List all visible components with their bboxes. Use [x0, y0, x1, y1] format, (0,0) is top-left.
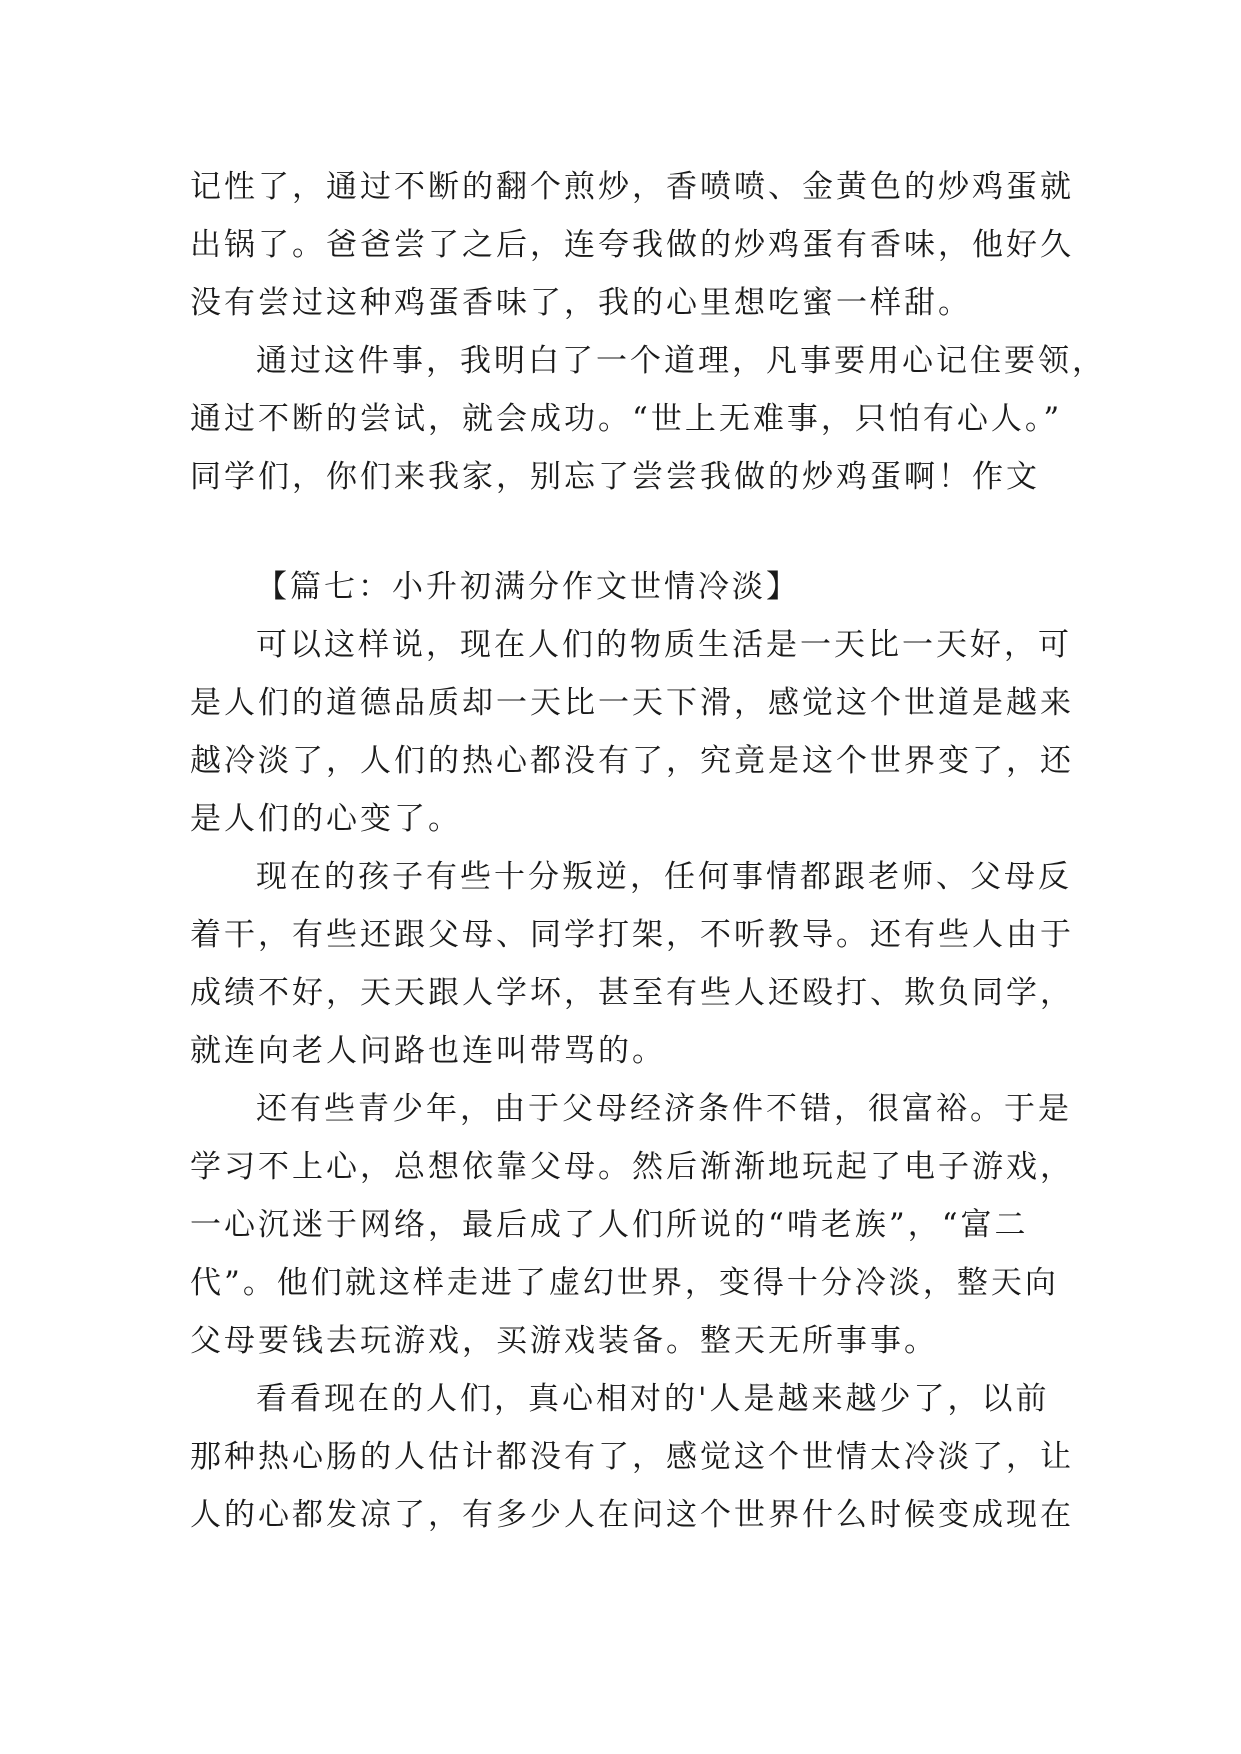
text-line: 通过这件事，我明白了一个道理，凡事要用心记住要领， [256, 343, 1106, 379]
text-line: 越冷淡了，人们的热心都没有了，究竟是这个世界变了，还 [190, 743, 1074, 779]
text-line: 通过不断的尝试，就会成功。“世上无难事，只怕有心人。” [190, 401, 1063, 437]
section-paragraph-4 [190, 1370, 1074, 1544]
section-paragraph-1 [190, 616, 1074, 848]
section-paragraph-3 [190, 1080, 1074, 1370]
section-paragraph-2 [190, 848, 1074, 1080]
paragraph-2 [190, 332, 1106, 506]
text-line: 人的心都发凉了，有多少人在问这个世界什么时候变成现在 [190, 1497, 1074, 1533]
paragraph-1 [190, 158, 1074, 332]
text-line: 是人们的道德品质却一天比一天下滑，感觉这个世道是越来 [190, 685, 1074, 721]
text-line: 看看现在的人们，真心相对的'人是越来越少了，以前 [256, 1381, 1050, 1417]
text-line: 父母要钱去玩游戏，买游戏装备。整天无所事事。 [190, 1323, 938, 1359]
text-line: 学习不上心，总想依靠父母。然后渐渐地玩起了电子游戏， [190, 1149, 1074, 1185]
text-line: 现在的孩子有些十分叛逆，任何事情都跟老师、父母反 [256, 859, 1072, 895]
text-line: 着干，有些还跟父母、同学打架，不听教导。还有些人由于 [190, 917, 1074, 953]
section-heading: 【篇七：小升初满分作文世情冷淡】 [256, 569, 800, 605]
text-line: 一心沉迷于网络，最后成了人们所说的“啃老族”，“富二 [190, 1207, 1029, 1243]
text-line: 成绩不好，天天跟人学坏，甚至有些人还殴打、欺负同学， [190, 975, 1074, 1011]
document-body [190, 158, 1106, 1544]
text-line: 记性了，通过不断的翻个煎炒，香喷喷、金黄色的炒鸡蛋就 [190, 169, 1074, 205]
text-line: 代”。他们就这样走进了虚幻世界，变得十分冷淡，整天向 [190, 1265, 1059, 1301]
text-line: 同学们，你们来我家，别忘了尝尝我做的炒鸡蛋啊！作文 [190, 459, 1040, 495]
text-line: 那种热心肠的人估计都没有了，感觉这个世情太冷淡了，让 [190, 1439, 1074, 1475]
text-line: 没有尝过这种鸡蛋香味了，我的心里想吃蜜一样甜。 [190, 285, 972, 321]
text-line: 就连向老人问路也连叫带骂的。 [190, 1033, 666, 1069]
text-line: 还有些青少年，由于父母经济条件不错，很富裕。于是 [256, 1091, 1072, 1127]
text-line: 是人们的心变了。 [190, 801, 462, 837]
text-line: 出锅了。爸爸尝了之后，连夸我做的炒鸡蛋有香味，他好久 [190, 227, 1074, 263]
text-line: 可以这样说，现在人们的物质生活是一天比一天好，可 [256, 627, 1072, 663]
